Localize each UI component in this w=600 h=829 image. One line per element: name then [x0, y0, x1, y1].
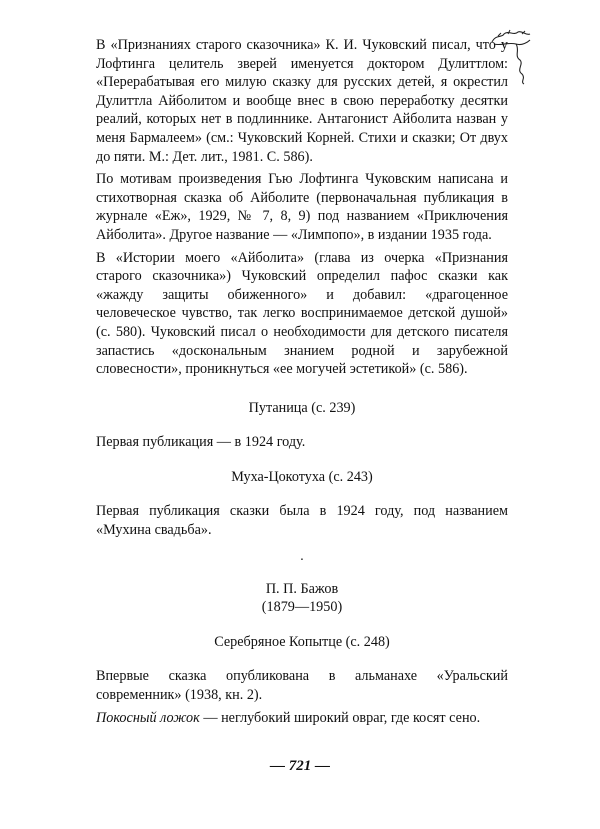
glossary-term: Покосный ложок — [96, 709, 200, 726]
glossary-definition: — неглубокий широкий овраг, где косят сено. — [199, 709, 481, 726]
paragraph-aibolit-verse: По мотивам произведения Гью Лофтинга Чуковским написана и стихотворная сказка об Айболите (первоначальная публикация в журнале «Еж», 1929, № 7, 8, 9) под названием «Приключения Айболита». Другое название — «Лимпопо», в издании 1935 года. — [96, 171, 508, 243]
heading-kopyttse: Серебряное Копытце (с. 248) — [214, 633, 390, 650]
paragraph-kopyttse: Впервые сказка опубликована в альманахе «Уральский современник» (1938, кн. 2). — [96, 668, 508, 704]
paragraph-aibolit-history: В «Истории моего «Айболита» (глава из очерка «Признания старого сказочника») Чуковский определил пафос сказки как «жажду защиты обиженного» и добавил: «драгоценное человеческое чувство, так легко воспринимаемое детской душой» (с. 580). Чуковский писал о необходимости для детского писателя запастись «доскональным знанием родной и зарубежной словесности», проникнуться «ее могучей эстетикой» (с. 586). — [96, 249, 508, 378]
heading-mukha: Муха-Цокотуха (с. 243) — [231, 468, 373, 485]
author-name: П. П. Бажов — [265, 580, 339, 597]
heading-putanitsa: Путаница (с. 239) — [248, 399, 356, 416]
paragraph-putanitsa: Первая публикация — в 1924 году. — [96, 434, 306, 451]
paragraph-mukha: Первая публикация сказки была в 1924 году, под названием «Мухина свадьба». — [96, 503, 508, 539]
paragraph-chukovsky-lofting: В «Признаниях старого сказочника» К. И. Чуковский писал, что у Лофтинга целитель зверей именуется доктором Дулиттлом: «Перерабатывая его милую сказку для русских детей, я окрестил Дулиттла Айболитом и вообще внес в свою переработку десятки реалий, которых нет в подлиннике. Антагонист Айболита назван у меня Бармалеем» (см.: Чуковский Корней. Стихи и сказки; От двух до пяти. М.: Дет. лит., 1981. С. 586). — [96, 37, 508, 165]
section-separator: · — [299, 552, 305, 568]
author-years: (1879—1950) — [261, 599, 343, 616]
page-number: — 721 — — [270, 758, 330, 774]
paragraph-pokosny-lozhok — [96, 709, 508, 728]
page-body — [96, 36, 508, 727]
